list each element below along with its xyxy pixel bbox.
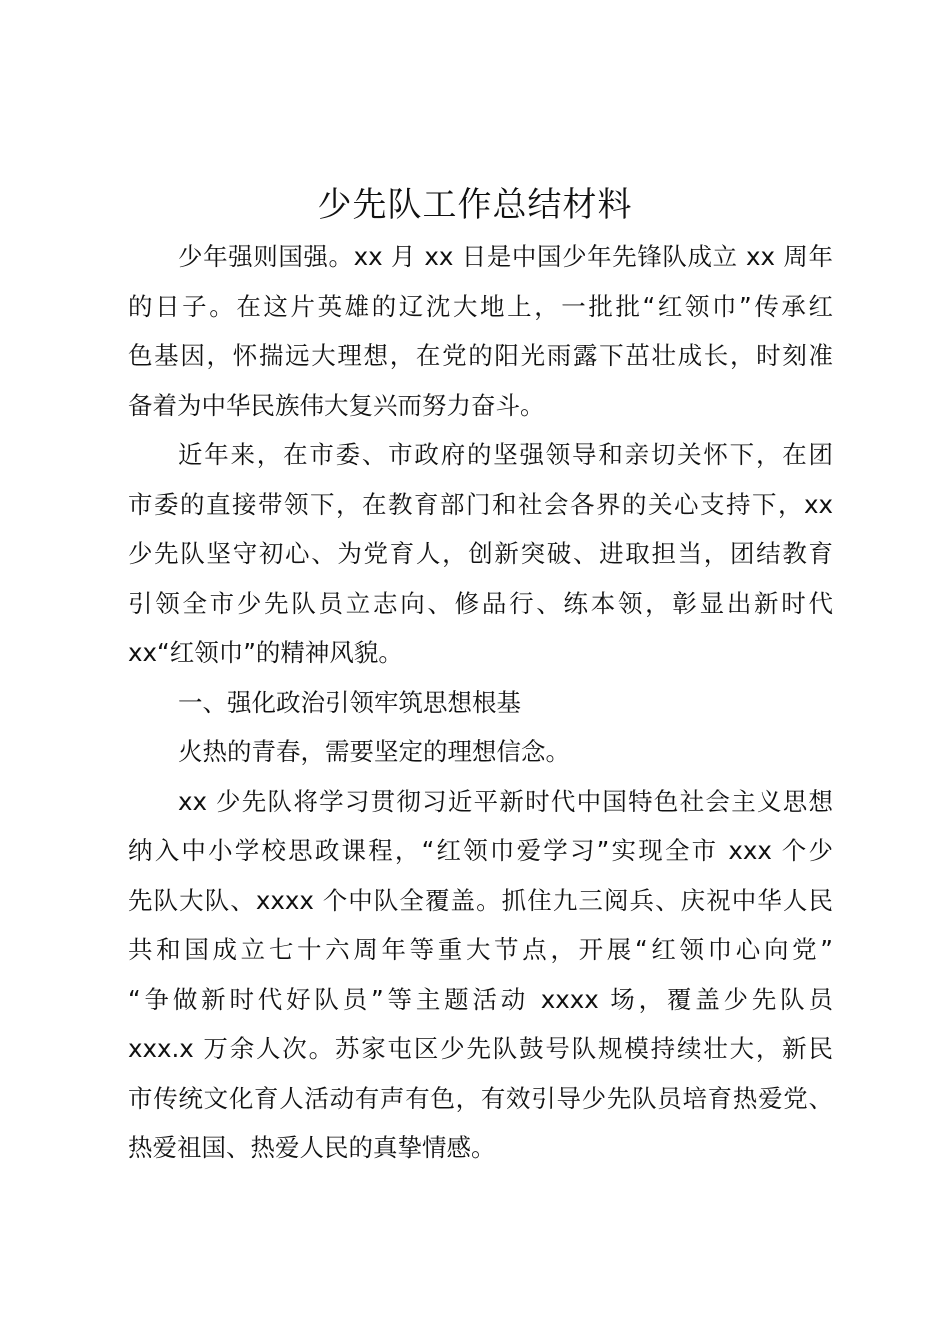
text-line: 色基因，怀揣远大理想，在党的阳光雨露下茁壮成长，时刻准 (128, 341, 833, 370)
text-line: 近年来，在市委、市政府的坚强领导和亲切关怀下，在团 (178, 440, 833, 469)
text-line: 少年强则国强。xx 月 xx 日是中国少年先锋队成立 xx 周年 (178, 242, 833, 271)
text-line: 市传统文化育人活动有声有色，有效引导少先队员培育热爱党、 (128, 1083, 833, 1113)
text-line: 的日子。在这片英雄的辽沈大地上，一批批“红领巾”传承红 (128, 291, 833, 321)
text-line: 市委的直接带领下，在教育部门和社会各界的关心支持下，xx (128, 489, 833, 519)
text-line: 备着为中华民族伟大复兴而努力奋斗。 (128, 390, 545, 420)
document-title: 少先队工作总结材料 (317, 185, 633, 225)
text-line: 纳入中小学校思政课程，“红领巾爱学习”实现全市 xxx 个少 (128, 836, 833, 865)
text-line: 热爱祖国、热爱人民的真挚情感。 (128, 1133, 496, 1162)
text-line: “争做新时代好队员”等主题活动 xxxx 场，覆盖少先队员 (128, 984, 833, 1014)
text-line: xx“红领巾”的精神风貌。 (128, 638, 403, 667)
text-line: 少先队坚守初心、为党育人，创新突破、进取担当，团结教育 (128, 539, 833, 568)
text-line: 火热的青春，需要坚定的理想信念。 (178, 737, 570, 766)
text-line: xxx.x 万余人次。苏家屯区少先队鼓号队规模持续壮大，新民 (128, 1034, 833, 1063)
text-line: 先队大队、xxxx 个中队全覆盖。抓住九三阅兵、庆祝中华人民 (128, 885, 833, 915)
text-line: 共和国成立七十六周年等重大节点，开展“红领巾心向党” (128, 935, 833, 964)
text-line: xx 少先队将学习贯彻习近平新时代中国特色社会主义思想 (178, 786, 833, 816)
section-heading: 一、强化政治引领牢筑思想根基 (178, 687, 521, 717)
text-line: 引领全市少先队员立志向、修品行、练本领，彰显出新时代 (128, 588, 833, 618)
document-body (128, 232, 833, 1173)
